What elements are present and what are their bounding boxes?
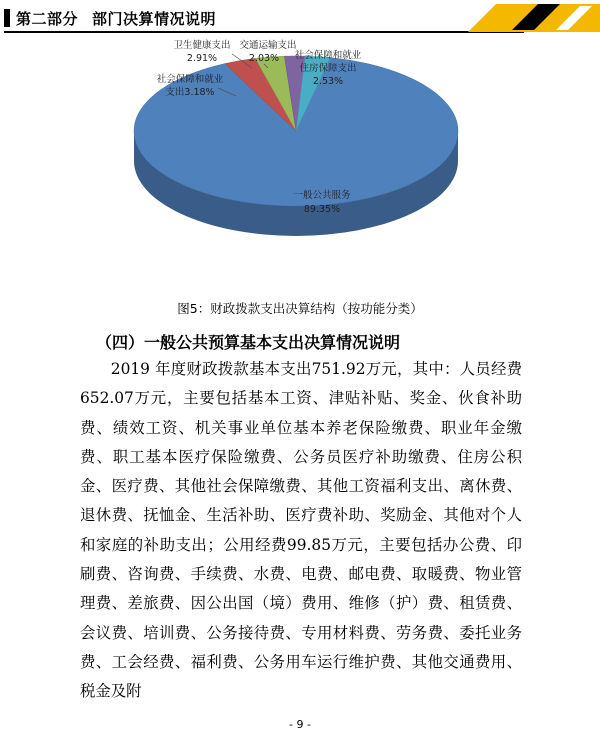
pie-label-3-value: 2.03% <box>248 53 280 64</box>
pie-label-3-name: 交通运输支出 <box>239 40 297 51</box>
pie-label-2-name: 卫生健康支出 <box>173 40 231 51</box>
pie-chart <box>0 36 600 296</box>
section-title: （四）一般公共预算基本支出决算情况说明 <box>96 333 401 352</box>
pie-label-0-name: 一般公共服务 <box>293 190 351 201</box>
pie-label-1-value: 支出3.18% <box>165 87 215 98</box>
pie-label-4-name: 社会保障和就业 <box>294 50 362 61</box>
pie-label-2-value: 2.91% <box>186 53 218 64</box>
body-paragraph: 2019 年度财政拨款基本支出751.92万元，其中：人员经费652.07万元，主要包括基本工资、津贴补贴、奖金、伙食补助费、绩效工资、机关事业单位基本养老保险缴费、职业年金缴费、职工基本医疗保险缴费、公务员医疗补助缴费、住房公积金、医疗费、其他社会保障缴费、其他工资福利支出、离休费、退休费、抚恤金、生活补助、医疗费补助、奖励金、其他对个人和家庭的补助支出；公用经费99.85万元，主要包括办公费、印刷费、咨询费、手续费、水费、电费、邮电费、取暖费、物业管理费、差旅费、因公出国（境）费用、维修（护）费、租赁费、会议费、培训费、公务接待费、专用材料费、劳务费、委托业务费、工会经费、福利费、公务用车运行维护费、其他交通费用、税金及附 <box>80 360 522 701</box>
page-number: - 9 - <box>289 718 311 731</box>
pie-label-4-name2: 住房保障支出 <box>299 63 357 74</box>
figure-caption: 图5：财政拨款支出决算结构（按功能分类） <box>177 301 423 316</box>
body-text <box>80 355 522 707</box>
header-decoration <box>0 0 600 36</box>
pie-label-4-value: 2.53% <box>312 76 344 87</box>
page-header <box>0 0 600 36</box>
header-title-text: 部门决算情况说明 <box>92 9 217 28</box>
pie-label-0-value: 89.35% <box>303 204 341 215</box>
pie-chart-svg <box>0 36 600 296</box>
pie-label-1-name: 社会保障和就业 <box>156 74 224 85</box>
header-part: 第二部分 <box>16 9 79 28</box>
